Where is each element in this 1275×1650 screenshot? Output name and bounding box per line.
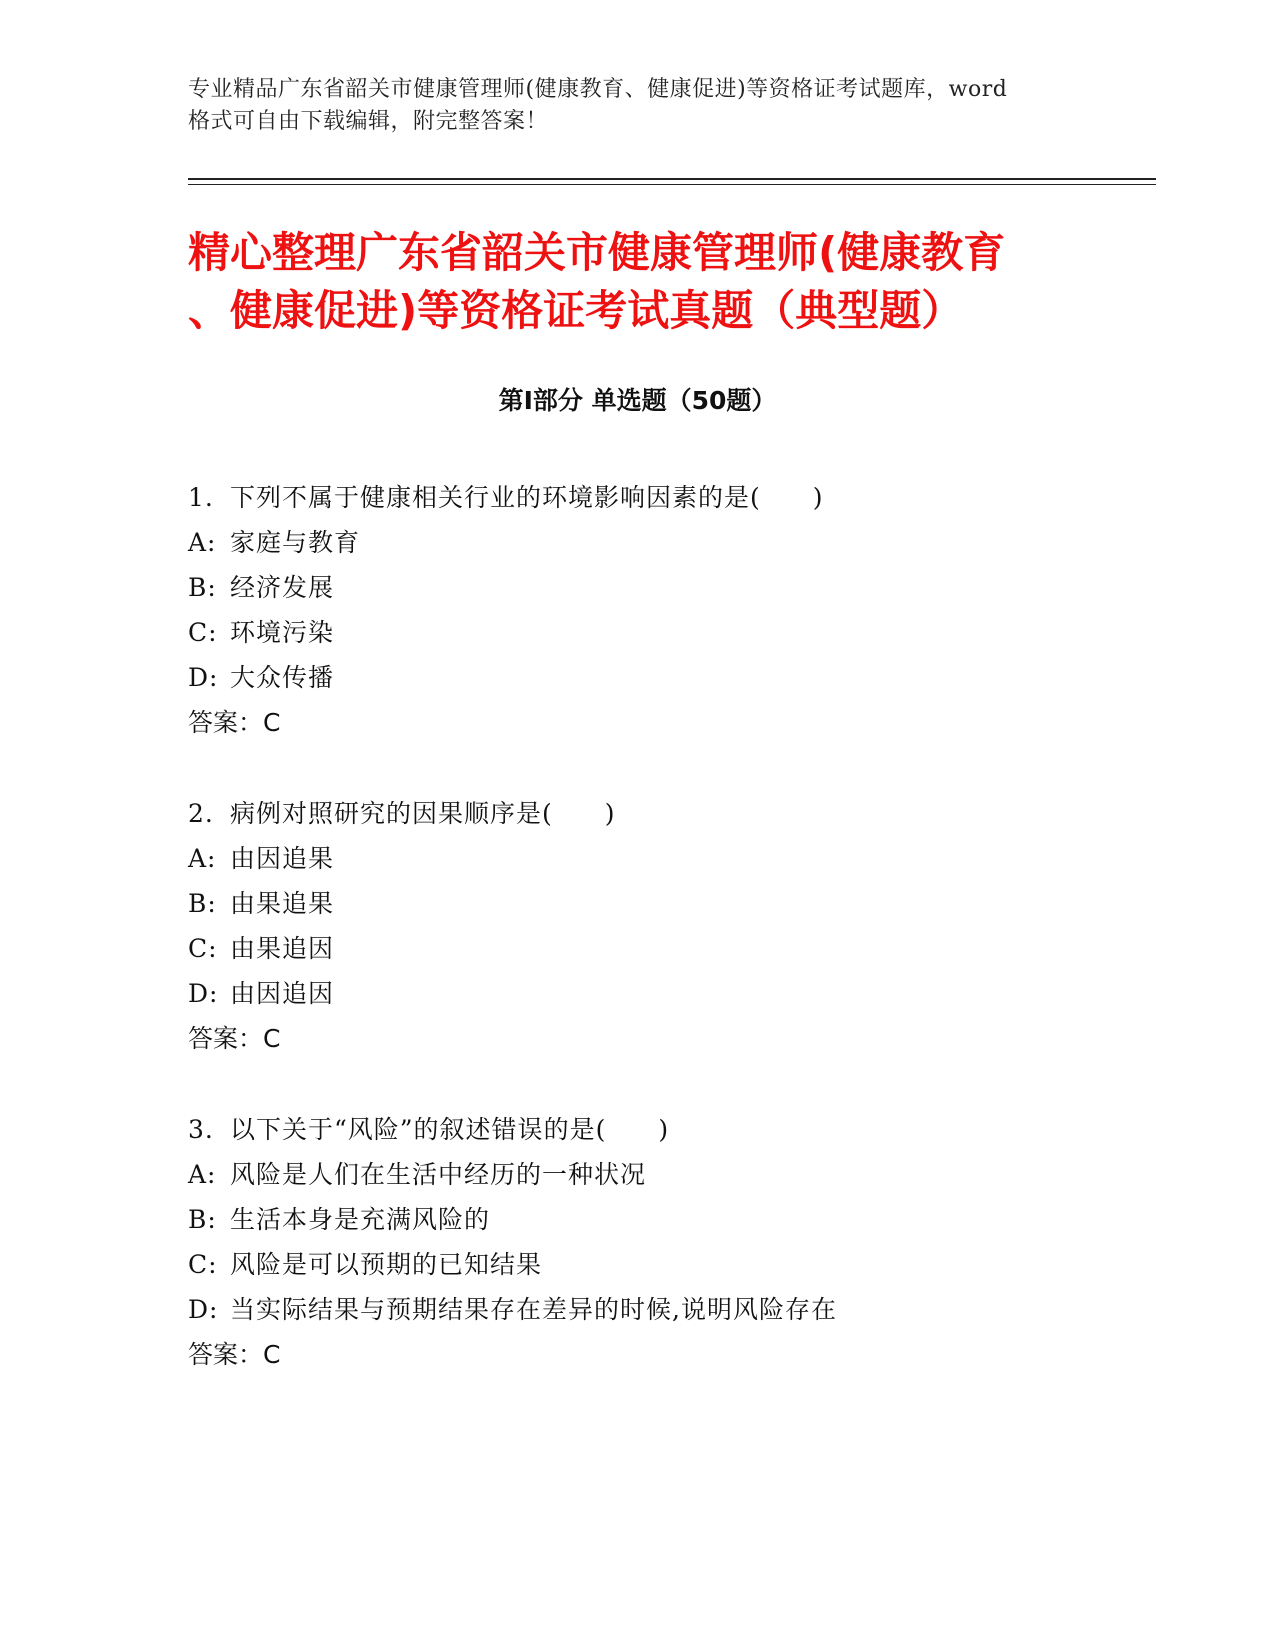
option-b (188, 565, 1148, 610)
option-key: C: (188, 618, 218, 647)
header-divider-thick (188, 178, 1156, 180)
option-d (188, 655, 1148, 700)
option-text: 由果追因 (230, 934, 335, 963)
option-key: B: (188, 1205, 217, 1234)
option-a (188, 1152, 1148, 1197)
question-number: 1. (188, 483, 214, 512)
question-2 (188, 791, 1148, 1061)
option-c (188, 926, 1148, 971)
option-key: A: (188, 844, 217, 873)
option-text: 生活本身是充满风险的 (230, 1205, 491, 1234)
option-text: 家庭与教育 (230, 528, 361, 557)
option-text: 由因追因 (230, 979, 335, 1008)
question-1 (188, 475, 1148, 745)
option-b (188, 881, 1148, 926)
question-number: 2. (188, 799, 214, 828)
option-c (188, 1242, 1148, 1287)
option-b (188, 1197, 1148, 1242)
option-key: B: (188, 889, 217, 918)
option-text: 当实际结果与预期结果存在差异的时候,说明风险存在 (230, 1295, 837, 1324)
option-d (188, 971, 1148, 1016)
question-number: 3. (188, 1115, 214, 1144)
section-title: 第Ⅰ部分 单选题（50题） (498, 386, 777, 415)
answer: 答案：C (188, 708, 281, 737)
answer: 答案：C (188, 1340, 281, 1369)
option-text: 环境污染 (230, 618, 335, 647)
option-key: A: (188, 528, 217, 557)
option-text: 由因追果 (230, 844, 335, 873)
option-d (188, 1287, 1148, 1332)
option-key: D: (188, 1295, 219, 1324)
document-title (188, 224, 1088, 340)
question-text: 下列不属于健康相关行业的环境影响因素的是( ) (230, 483, 824, 512)
option-a (188, 836, 1148, 881)
header-divider-thin (188, 184, 1156, 185)
header-note-line-2: 格式可自由下载编辑，附完整答案！ (188, 109, 549, 134)
document-title-line-1: 精心整理广东省韶关市健康管理师(健康教育 (188, 228, 1006, 277)
option-text: 经济发展 (230, 573, 335, 602)
option-key: D: (188, 979, 219, 1008)
option-key: A: (188, 1160, 217, 1189)
option-c (188, 610, 1148, 655)
question-list (188, 475, 1148, 1423)
header-note-line-1: 专业精品广东省韶关市健康管理师(健康教育、健康促进)等资格证考试题库，word (188, 77, 1008, 102)
option-text: 风险是可以预期的已知结果 (230, 1250, 543, 1279)
option-key: C: (188, 934, 218, 963)
option-key: B: (188, 573, 217, 602)
question-text: 以下关于“风险”的叙述错误的是( ) (230, 1115, 670, 1144)
document-title-line-2: 、健康促进)等资格证考试真题（典型题） (188, 286, 964, 335)
option-text: 大众传播 (230, 663, 335, 692)
question-3 (188, 1107, 1148, 1377)
question-stem (188, 475, 1148, 520)
option-key: D: (188, 663, 219, 692)
option-text: 由果追果 (230, 889, 335, 918)
header-note (188, 74, 1088, 138)
question-stem (188, 1107, 1148, 1152)
question-stem (188, 791, 1148, 836)
answer: 答案：C (188, 1024, 281, 1053)
option-text: 风险是人们在生活中经历的一种状况 (230, 1160, 647, 1189)
question-text: 病例对照研究的因果顺序是( ) (230, 799, 616, 828)
option-key: C: (188, 1250, 218, 1279)
option-a (188, 520, 1148, 565)
